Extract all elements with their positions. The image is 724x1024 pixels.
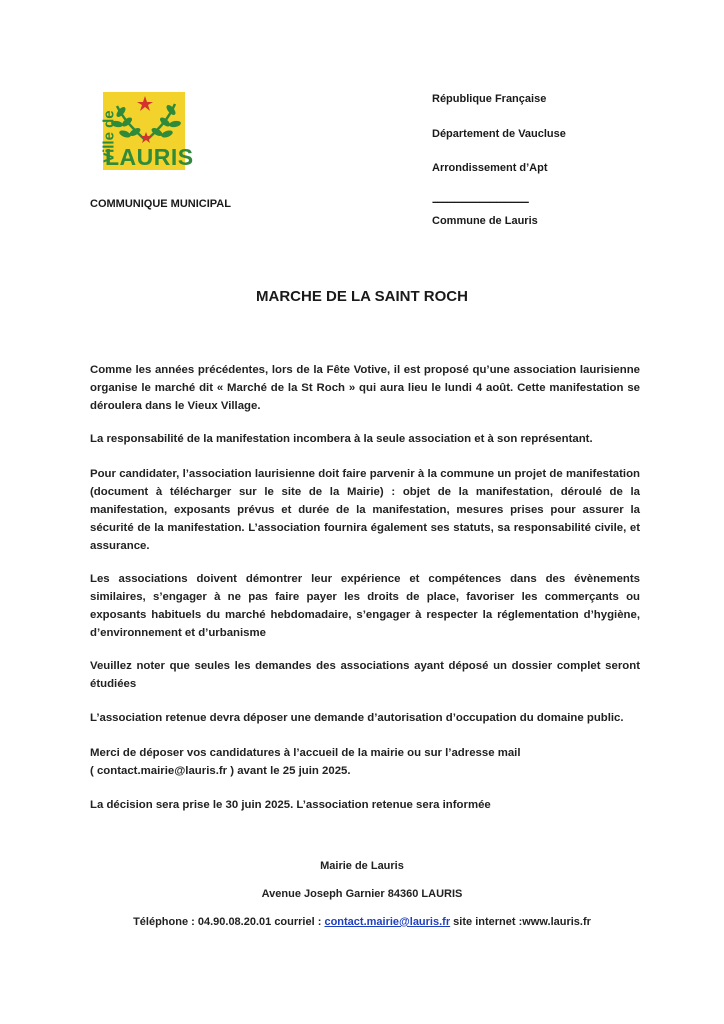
lauris-logo bbox=[89, 88, 194, 170]
header-republique: République Française bbox=[432, 93, 547, 105]
header-commune: Commune de Lauris bbox=[432, 215, 538, 227]
footer-contact bbox=[0, 916, 724, 928]
header-separator: --------------------------------------- bbox=[432, 196, 529, 208]
paragraph-autorisation: L’association retenue devra déposer une demande d’autorisation d’occupation du domaine public. bbox=[90, 712, 624, 724]
header-departement: Département de Vaucluse bbox=[432, 128, 566, 140]
mail-link[interactable]: contact.mairie@lauris.fr bbox=[96, 765, 228, 777]
mail-open: ( bbox=[90, 765, 97, 777]
communique-heading: COMMUNIQUE MUNICIPAL bbox=[90, 198, 231, 210]
paragraph-mail-line bbox=[90, 762, 640, 780]
paragraph-decision: La décision sera prise le 30 juin 2025. L’association retenue sera informée bbox=[90, 799, 491, 811]
page-title: MARCHE DE LA SAINT ROCH bbox=[256, 288, 468, 305]
footer-website: site internet :www.lauris.fr bbox=[450, 916, 591, 928]
header-arrondissement: Arrondissement d’Apt bbox=[432, 162, 548, 174]
paragraph-responsabilite: La responsabilité de la manifestation incombera à la seule association et à son représentant. bbox=[90, 433, 593, 445]
paragraph-candidater: Pour candidater, l’association laurisienne doit faire parvenir à la commune un projet de manifestation (document à télécharger sur le site de la Mairie) : objet de la manifestation, déroulé de la manifestation, exposants prévus et durée de la manifestation, mesures prises pour assurer la sécurité de la manifestation. L’association fournira également ses statuts, sa responsabilité civile, et assurance. bbox=[90, 468, 640, 552]
mail-deadline: ) avant le 25 juin 2025. bbox=[227, 765, 351, 777]
footer-phone: Téléphone : 04.90.08.20.01 courriel : bbox=[133, 916, 325, 928]
footer-email-link[interactable]: contact.mairie@lauris.fr bbox=[324, 916, 451, 928]
paragraph-intro: Comme les années précédentes, lors de la Fête Votive, il est proposé qu’une association laurisienne organise le marché dit « Marché de la St Roch » qui aura lieu le lundi 4 août. Cette manifestation se déroulera dans le Vieux Village. bbox=[90, 364, 640, 412]
logo-ville-text: Ville de bbox=[100, 110, 118, 163]
paragraph-merci: Merci de déposer vos candidatures à l’accueil de la mairie ou sur l’adresse mail bbox=[90, 747, 521, 759]
footer-address: Avenue Joseph Garnier 84360 LAURIS bbox=[261, 888, 463, 900]
footer-mairie: Mairie de Lauris bbox=[320, 860, 404, 872]
paragraph-associations: Les associations doivent démontrer leur expérience et compétences dans des évènements similaires, s’engager à ne pas faire payer les droits de place, favoriser les commerçants ou exposants habituels du marché hebdomadaire, s’engager à respecter la réglementation d’hygiène, d’environnement et d’urbanisme bbox=[90, 573, 640, 639]
logo-lauris-text: LAURIS bbox=[105, 144, 194, 170]
paragraph-dossier: Veuillez noter que seules les demandes des associations ayant déposé un dossier complet seront étudiées bbox=[90, 660, 640, 690]
